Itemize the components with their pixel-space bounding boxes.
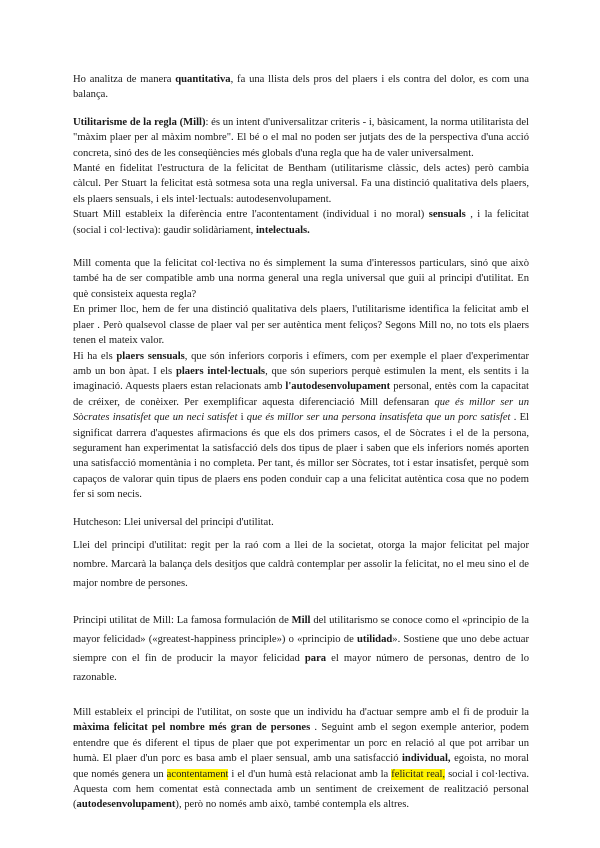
paragraph-contentment-vs-happiness: Stuart Mill estableix la diferència entre l'acontentament (individual i no moral) sensuals , i la felicitat (social i col·lectiva): gaudir solidàriament, intelectuals. — [73, 209, 529, 236]
paragraph-hutcheson: Hutcheson: Llei universal del principi d'utilitat. — [73, 516, 274, 528]
paragraph-bentham-structure: Manté en fidelitat l'estructura de la felicitat de Bentham (utilitarisme clàssic, dels actes) però cambia càlcul. Per Stuart la felicitat està sotmesa sota una regla universal. Fa una distinció qualitativa dels plaers, els plaers sensuals, i els intel·lectuals: autodesenvolupament. — [73, 163, 529, 205]
paragraph-rule-utilitarianism: Utilitarisme de la regla (Mill): és un intent d'universalitzar criteris - i, bàsicament, la norma utilitarista del "màxim plaer per al màxim nombre". El bé o el mal no poden ser jutjats des de la perspectiva d'una acció concreta, sinó des de les conseqüències més globals d'una regla que ha de valer universalment. — [73, 116, 529, 159]
highlight-real-happiness: felicitat real, — [391, 768, 446, 780]
paragraph-pleasure-types: Hi ha els plaers sensuals, que són inferiors corporis i efímers, com per exemple el plaer d'experimentar amb un bon àpat. I els plaers intel·lectuals, que són superiors perquè estimulen la ment, els sentits i la imaginació. Aquests plaers estan relacionats amb l'autodesenvolupament personal, entès com la capacitat de créixer, de conèixer. Per exemplificar aquesta diferenciació Mill defensaran que és millor ser un Sòcrates insatisfet que un neci satisfet i que és millor ser una persona insatisfeta que un porc satisfet . El significat darrera d'aquestes afirmacions és que els dos primers casos, el de Sòcrates i el de la persona, segurament han experimentat la satisfacció dels dos tipus de plaer i saben que els inferiors només aporten una satisfacció momentània i no completa. Per tant, és millor ser Sòcrates, tot i estar insatisfet, perquè som capaços de valorar quin tipus de plaers ens poden conduir cap a una felicitat autèntica cosa que no podem fer si som necis. — [73, 350, 530, 501]
paragraph-qualitative-distinction: En primer lloc, hem de fer una distinció qualitativa dels plaers, l'utilitarisme identifica la felicitat amb el plaer . Però qualsevol classe de plaer val per ser autèntica ment feliços? Segons Mill no, no tots els plaers tenen el mateix valor. — [73, 304, 529, 347]
paragraph-utility-law: Llei del principi d'utilitat: regit per la raó com a llei de la societat, otorga la major felicitat pel major nombre. Marcarà la balança dels desitjos que caldrà contemplar per assolir la felicitat, no el meu sino el de major nombre de persones. — [73, 539, 529, 589]
paragraph-quantitative: Ho analitza de manera quantitativa, fa una llista dels pros del plaers i els contra del dolor, es com una balança. — [73, 74, 529, 101]
paragraph-collective-happiness: Mill comenta que la felicitat col·lectiva no és simplement la suma d'interessos particulars, sinó que això també ha de ser compatible amb una norma general una regla universal que guii al principi d'utilitat. En què consisteix aquesta regla? — [73, 258, 529, 300]
highlight-contentment: acontentament — [166, 768, 229, 780]
paragraph-mill-utility-principle: Principi utilitat de Mill: La famosa formulación de Mill del utilitarismo se conoce como el «principio de la mayor felicidad» («greatest-happiness principle») o «principio de utilidad». Sostiene que uno debe actuar siempre con el fin de producir la mayor felicidad para el mayor número de personas, dentro de lo razonable. — [73, 614, 530, 683]
paragraph-mill-establishes: Mill estableix el principi de l'utilitat, on soste que un individu ha d'actuar sempre amb el fi de produir la màxima felicitat pel nombre més gran de persones . Seguint amb el segon exemple anterior, podem entendre que és diferent el tipus de plaer que pot experimentar un porc en relació al que pot arribar un humà. El plaer d'un porc es basa amb el plaer sensual, amb una satisfacció individual, egoista, no moral que només genera un acontentament i el d'un humà està relacionat amb la felicitat real, social i col·lectiva. Aquesta com hem comentat està connectada amb un sentiment de creixement de realització personal (autodesenvolupament), però no només amb això, també contempla els altres. — [73, 706, 530, 811]
document-page — [73, 72, 529, 813]
